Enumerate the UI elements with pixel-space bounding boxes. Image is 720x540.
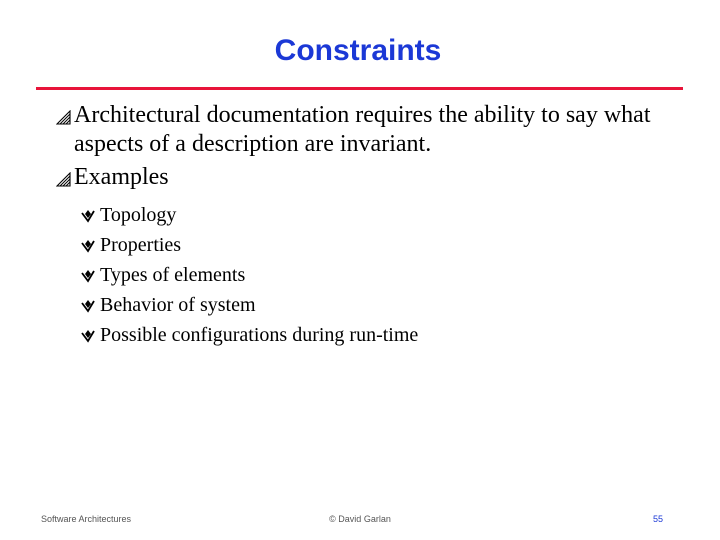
bullet-list — [56, 101, 676, 350]
sub-bullet-item — [81, 200, 676, 230]
check-diamond-bullet-icon — [81, 209, 95, 223]
bullet-text: Examples — [74, 164, 169, 190]
bullet-item — [56, 163, 676, 192]
sub-bullet-item — [81, 230, 676, 260]
footer-course-label: Software Architectures — [41, 514, 132, 524]
check-diamond-bullet-icon — [81, 299, 95, 313]
slide-title-text: Constraints — [274, 34, 442, 67]
check-diamond-bullet-icon — [81, 329, 95, 343]
slide-title — [0, 34, 720, 68]
sub-bullet-list — [56, 200, 676, 350]
sub-bullet-item — [81, 320, 676, 350]
check-diamond-bullet-icon — [81, 269, 95, 283]
sub-bullet-item — [81, 260, 676, 290]
page-number: 55 — [652, 514, 663, 524]
sub-bullet-text: Properties — [100, 234, 182, 256]
sub-bullet-text: Behavior of system — [100, 294, 256, 316]
pencil-bullet-icon — [56, 172, 71, 187]
bullet-item — [56, 101, 676, 159]
sub-bullet-item — [81, 290, 676, 320]
footer-copyright: © David Garlan — [329, 514, 391, 524]
sub-bullet-text: Topology — [100, 204, 177, 226]
sub-bullet-text: Types of elements — [100, 264, 246, 286]
check-diamond-bullet-icon — [81, 239, 95, 253]
title-divider — [36, 87, 683, 90]
sub-bullet-text: Possible configurations during run-time — [100, 324, 419, 346]
bullet-text: Architectural documentation requires the ability to say what aspects of a description are invariant. — [74, 102, 651, 157]
pencil-bullet-icon — [56, 110, 71, 125]
